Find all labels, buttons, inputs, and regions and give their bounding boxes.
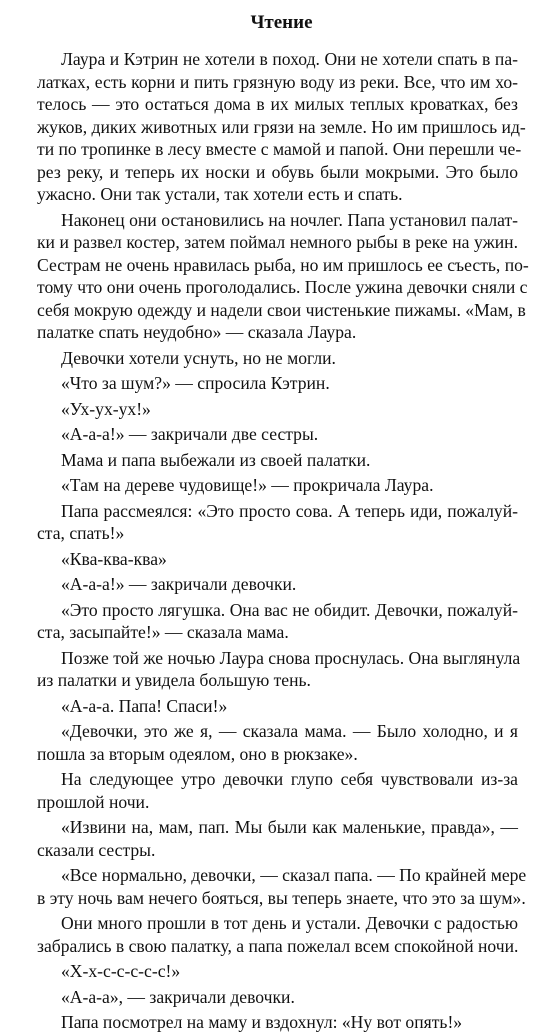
paragraph — [37, 398, 518, 421]
text-line: Лаура и Кэтрин не хотели в поход. Они не хотели спать в па- — [61, 49, 518, 69]
text-line: тому что они очень проголодались. После ужина девочки сняли с — [37, 277, 528, 297]
text-line: Позже той же ночью Лаура снова проснулась. Она выглянула — [61, 647, 521, 668]
text-line: «Все нормально, девочки, — сказал папа. — По крайней мере — [61, 865, 527, 885]
paragraph — [37, 912, 518, 957]
text-line: «Х-х-с-с-с-с-с!» — [61, 961, 181, 981]
paragraph — [37, 647, 521, 692]
text-line: забрались в свою палатку, а папа пожелал всем спокойной ночи. — [37, 935, 519, 956]
text-line: ужасно. Они так устали, так хотели есть и спать. — [37, 184, 403, 204]
paragraph — [37, 986, 518, 1009]
paragraph — [37, 500, 518, 545]
paragraph — [37, 720, 518, 765]
paragraph — [37, 548, 518, 571]
text-line: сказали сестры. — [37, 839, 156, 860]
paragraph — [37, 768, 518, 813]
paragraph — [37, 599, 518, 644]
text-line: «А-а-а!» — закричали девочки. — [61, 574, 297, 594]
text-line: ста, засыпайте!» — сказала мама. — [37, 622, 289, 642]
paragraph — [37, 449, 518, 472]
text-line: пошла за вторым одеялом, оно в рюкзаке». — [37, 743, 358, 764]
text-line: «Там на дереве чудовище!» — прокричала Лаура. — [61, 475, 434, 495]
text-line: в эту ночь вам нечего бояться, вы теперь знаете, что это за шум». — [37, 887, 526, 908]
text-line: Они много прошли в тот день и устали. Девочки с радостью — [61, 913, 518, 933]
text-line: На следующее утро девочки глупо себя чувствовали из-за — [61, 769, 518, 789]
paragraph — [37, 209, 529, 344]
page-title: Чтение — [250, 12, 313, 33]
paragraph — [37, 347, 518, 370]
paragraph — [37, 372, 518, 395]
paragraph — [37, 1011, 518, 1034]
paragraph — [37, 816, 518, 861]
text-line: «Ух-ух-ух!» — [61, 398, 151, 419]
paragraph — [37, 960, 518, 983]
text-line: латках, есть корни и пить грязную воду из реки. Все, что им хо- — [37, 71, 518, 92]
text-line: ти по тропинке в лесу вместе с мамой и папой. Они перешли че- — [37, 139, 522, 159]
text-line: рез реку, и теперь их носки и обувь были мокрыми. Это было — [37, 161, 518, 182]
text-line: «Извини на, мам, пап. Мы были как маленькие, правда», — — [61, 817, 518, 837]
text-line: ста, спать!» — [37, 523, 125, 543]
text-line: телось — это остаться дома в их милых теплых кроватках, без — [37, 94, 518, 114]
text-line: «Это просто лягушка. Она вас не обидит. Девочки, пожалуй- — [61, 599, 518, 620]
paragraph — [37, 423, 518, 446]
text-line: «А-а-а. Папа! Спаси!» — [61, 695, 228, 716]
paragraph — [37, 474, 518, 497]
text-line: «Ква-ква-ква» — [61, 548, 167, 569]
text-line: себя мокрую одежду и надели свои чистенькие пижамы. «Мам, в — [37, 299, 526, 320]
text-line: «Девочки, это же я, — сказала мама. — Было холодно, и я — [61, 721, 518, 741]
text-line: ки и развел костер, затем поймал немного рыбы в реке на ужин. — [37, 232, 518, 252]
text-line: «Что за шум?» — спросила Кэтрин. — [61, 373, 330, 393]
text-line: из палатки и увидела большую тень. — [37, 670, 311, 690]
text-line: «А-а-а», — закричали девочки. — [61, 986, 295, 1007]
text-line: «А-а-а!» — закричали две сестры. — [61, 424, 319, 444]
text-line: Девочки хотели уснуть, но не могли. — [61, 347, 336, 368]
text-line: Наконец они остановились на ночлег. Папа установил палат- — [61, 209, 518, 230]
paragraph — [37, 864, 527, 909]
text-line: Сестрам не очень нравилась рыба, но им пришлось ее съесть, по- — [37, 254, 529, 275]
paragraph — [37, 573, 518, 596]
story-text — [37, 48, 529, 1034]
paragraph — [37, 48, 526, 206]
text-line: Мама и папа выбежали из своей палатки. — [61, 449, 371, 470]
text-line: Папа посмотрел на маму и вздохнул: «Ну вот опять!» — [61, 1012, 463, 1032]
text-line: палатке спать неудобно» — сказала Лаура. — [37, 322, 357, 342]
text-line: жуков, диких животных или грязи на земле. Но им пришлось ид- — [37, 116, 526, 137]
text-line: прошлой ночи. — [37, 791, 150, 812]
text-line: Папа рассмеялся: «Это просто сова. А теперь иди, пожалуй- — [61, 500, 518, 521]
paragraph — [37, 695, 518, 718]
